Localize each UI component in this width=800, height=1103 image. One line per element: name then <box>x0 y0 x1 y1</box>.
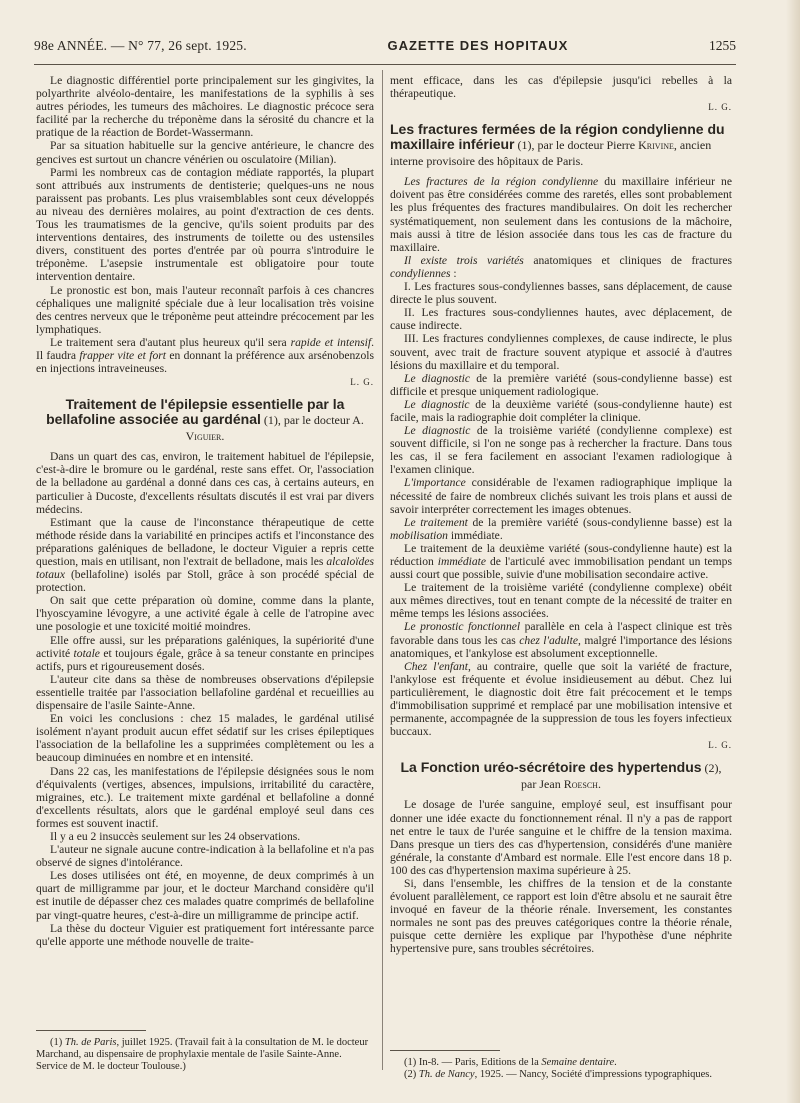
author-initials: L. G. <box>708 740 732 751</box>
header-rule <box>34 64 736 65</box>
footnote: (2) Th. de Nancy, 1925. — Nancy, Société d'impressions typographiques. <box>404 1069 713 1080</box>
journal-title: GAZETTE DES HOPITAUX <box>387 38 569 53</box>
page-number: 1255 <box>708 38 736 53</box>
paragraph: I. Les fractures sous-condyliennes basses, sans déplacement, de cause directe le plus souvent. <box>390 280 732 307</box>
article-heading: Les fractures fermées de la région condylienne du maxillaire inférieur (1), par le docteur Pierre Krivine, ancien interne provisoire des hôpitaux de Paris. <box>390 121 725 169</box>
paragraph: Le pronostic est bon, mais l'auteur reconnaît parfois à ces chancres céphaliques une malignité spéciale due à leur localisation très voisine des centres nerveux que le tréponème peut atteindre précocement par les lymphatiques. <box>36 283 374 336</box>
footnote: (1) Th. de Paris, juillet 1925. (Travail fait à la consultation de M. le docteur Marchand, au dispensaire de prophylaxie mentale de l'asile Sainte-Anne. Service de M. le docteur Toulouse.) <box>36 1037 369 1072</box>
paragraph: Le traitement de la deuxième variété (sous-condylienne haute) est la réduction immédiate de l'articulé avec immobilisation pendant un temps aussi court que possible, suivie d'une mobilisation secondaire active. <box>390 541 732 582</box>
author-initials: L. G. <box>708 102 732 113</box>
footnote-rule <box>36 1030 146 1031</box>
paragraph: Le diagnostic différentiel porte principalement sur les gingivites, la polyarthrite alvéolo-dentaire, les manifestations de la syphilis à ses autres périodes, les tumeurs des mâchoires. Le diagnostic précoce sera facilité par la recherche du tréponème dans la sérosité du chancre et la pratique de la réaction de Bordet-Wassermann. <box>36 74 374 140</box>
paragraph: Il existe trois variétés anatomiques et cliniques de fractures condyliennes : <box>390 253 732 280</box>
article-heading: Traitement de l'épilepsie essentielle par la bellafoline associée au gardénal (1), par le docteur A. Viguier. <box>46 396 364 444</box>
left-column <box>36 74 374 948</box>
paragraph: Le dosage de l'urée sanguine, employé seul, est insuffisant pour donner une idée exacte du fonctionnement rénal. Il n'y a pas de rapport net entre le taux de l'urée sanguine et le chiffre de la tension maxima. Dans presque un tiers des cas d'hypertension, considérés d'une manière générale, la constante d'Ambard est normale. Elle l'est encore dans 18 p. 100 des cas d'hypertension maxima supérieure à 25. <box>390 798 732 877</box>
paragraph: Si, dans l'ensemble, les chiffres de la tension et de la constante évoluent parallèlement, ce rapport est loin d'être absolu et ne saurait être invoqué en faveur de la théorie rénale. Inversement, les constantes normales ne sont pas des preuves catégoriques contre la théorie rénale, puisque cette dernière les explique par l'hypothèse d'une néphrite hypertensive pure, sans troubles sécrétoires. <box>390 876 732 956</box>
footnote-rule <box>390 1050 500 1051</box>
column-divider <box>382 70 383 1070</box>
paragraph: L'auteur ne signale aucune contre-indication à la bellafoline et n'a pas observé de signes d'intolérance. <box>36 843 374 870</box>
paragraph: Le diagnostic de la première variété (sous-condylienne basse) est difficile et presque uniquement radiologique. <box>390 371 732 398</box>
paragraph: En voici les conclusions : chez 15 malades, le gardénal utilisé isolément n'ayant produit aucun effet sédatif sur les crises épileptiques l'association de la bellafoline les a supprimées complètement ou les a beaucoup diminuées en nombre et en intensité. <box>36 712 374 765</box>
paragraph: L'importance considérable de l'examen radiographique implique la nécessité de faire de nombreux clichés suivant les trois plans et aussi de savoir interpréter correctement les images obtenues. <box>390 476 732 516</box>
paragraph: La thèse du docteur Viguier est pratiquement fort intéressante parce qu'elle apporte une méthode nouvelle de traite- <box>36 921 374 948</box>
paragraph: III. Les fractures condyliennes complexes, de cause indirecte, le plus souvent, avec trait de fracture souvent atypique et associé à d'autres lésions du maxillaire et du temporal. <box>390 332 732 372</box>
paragraph: Le diagnostic de la deuxième variété (sous-condylienne haute) est facile, mais la radiographie doit compléter la clinique. <box>390 397 732 424</box>
paragraph: Le traitement de la troisième variété (condylienne complexe) obéit aux mêmes directives, tout en tenant compte de la nécessité de traiter en même temps les lésions associées. <box>390 581 732 621</box>
paragraph: Par sa situation habituelle sur la gencive antérieure, le chancre des gencives est surtout un chancre vénérien ou osculatoire (Milian). <box>36 139 374 166</box>
paragraph: Les fractures de la région condylienne du maxillaire inférieur ne doivent pas être considérées comme des raretés, elles sont probablement les plus fréquentes des fractures mandibulaires. On doit les rechercher systématiquement, non seulement dans les contusions de la mâchoire, mais aussi à titre de lésion associée dans tous les cas de fracture du maxillaire. <box>390 175 732 254</box>
right-column <box>390 74 732 956</box>
issue-info: 98e ANNÉE. — N° 77, 26 sept. 1925. <box>34 38 247 53</box>
paragraph: Parmi les nombreux cas de contagion médiate rapportés, la plupart sont attribués aux instruments de dentisterie; quelques-uns ne nous paraissent pas probants. Les plus vraisemblables sont ceux développés au niveau des dernières molaires, au point d'extraction de ces dents. Tous les traumatismes de la gencive, qu'ils soient produits par des interventions dentaires, des instruments de toilette ou des ustensiles divers, constituent des portes d'entrée par où pourra s'introduire le tréponème. L'asepsie instrumentale est obligatoire pour toute intervention dentaire. <box>36 165 374 284</box>
paragraph: Le diagnostic de la troisième variété (condylienne complexe) est souvent difficile, si l'on ne songe pas à rechercher la fracture. Dans tous les cas, il se fera facilement en associant l'examen radiologique à l'examen clinique. <box>390 424 732 477</box>
paragraph: Les doses utilisées ont été, en moyenne, de deux comprimés à un quart de milligramme par jour, et le docteur Marchand considère qu'il est inutile de dépasser chez ces malades quatre comprimés de bellafoline par vingt-quatre heures, c'est-à-dire un milligramme de principe actif. <box>36 869 374 922</box>
paragraph: L'auteur cite dans sa thèse de nombreuses observations d'épilepsie essentielle traitée par l'association bellafoline gardénal et recueillies au dispensaire de l'asile Sainte-Anne. <box>36 672 374 713</box>
paragraph: Il y a eu 2 insuccès seulement sur les 24 observations. <box>50 829 301 843</box>
paragraph: Dans 22 cas, les manifestations de l'épilepsie désignées sous le nom d'équivalents (vertiges, absences, impulsions, irritabilité du caractère, migraines, etc.). Le traitement mixte gardénal et bellafoline a donné d'excellents résultats, alors que le gardénal employé seul dans ces formes est souvent inactif. <box>36 764 374 830</box>
page-edge-shadow <box>786 0 800 1103</box>
footnote: (1) In-8. — Paris, Editions de la Semaine dentaire. <box>404 1057 617 1068</box>
paragraph: Elle offre aussi, sur les préparations galéniques, la supériorité d'une activité totale et toujours égale, grâce à sa teneur constante en principes actifs, purs et rigoureusement dosés. <box>36 633 374 673</box>
paragraph: Le traitement sera d'autant plus heureux qu'il sera rapide et intensif. Il faudra frapper vite et fort en donnant la préférence aux arsénobenzols en injections intraveineuses. <box>36 335 374 376</box>
paragraph: Estimant que la cause de l'inconstance thérapeutique de cette méthode réside dans la variabilité en principes actifs et l'inconstance des préparations galéniques de belladone, le docteur Viguier a repris cette question, mais en utilisant, non l'extrait de belladone, mais les alcaloïdes totaux (bellafoline) isolés par Stoll, grâce à son procédé spécial de protection. <box>36 515 374 595</box>
author-initials: L. G. <box>350 377 374 388</box>
right-footnotes <box>390 1040 732 1081</box>
paragraph: Chez l'enfant, au contraire, quelle que soit la variété de fracture, l'ankylose est fréquente et évolue insidieusement au début. Chez lui particulièrement, le diagnostic doit être fait précocement et le temps d'immobilisation supprimé et remplacé par une mobilisation intensive et permanente, accompagnée de la suppression de tous les foyers infectieux buccaux. <box>390 659 733 739</box>
paragraph: Dans un quart des cas, environ, le traitement habituel de l'épilepsie, c'est-à-dire le bromure ou le gardénal, reste sans effet. Or, l'association de la belladone au gardénal a donné dans ces cas, à certains auteurs, en particulier à Ducoste, d'excellents résultats discutés il est vrai par divers médecins. <box>36 450 374 516</box>
paragraph: On sait que cette préparation où domine, comme dans la plante, l'hyoscyamine lévogyre, a une activité égale à celle de l'atropine avec une posologie et une toxicité moitié moindres. <box>36 594 374 634</box>
paragraph: II. Les fractures sous-condyliennes hautes, avec déplacement, de cause indirecte. <box>390 306 732 333</box>
paragraph: Le pronostic fonctionnel parallèle en cela à l'aspect clinique est très favorable dans tous les cas chez l'adulte, malgré l'importance des lésions anatomiques, et l'ankylose est absolument exceptionnelle. <box>390 620 732 660</box>
article-heading: La Fonction uréo-sécrétoire des hypertendus (2), par Jean Roesch. <box>400 759 722 792</box>
paragraph: ment efficace, dans les cas d'épilepsie jusqu'ici rebelles à la thérapeutique. <box>390 74 732 101</box>
left-footnotes <box>36 1020 374 1073</box>
running-header <box>34 38 736 60</box>
paragraph: Le traitement de la première variété (sous-condylienne basse) est la mobilisation immédiate. <box>390 515 732 542</box>
